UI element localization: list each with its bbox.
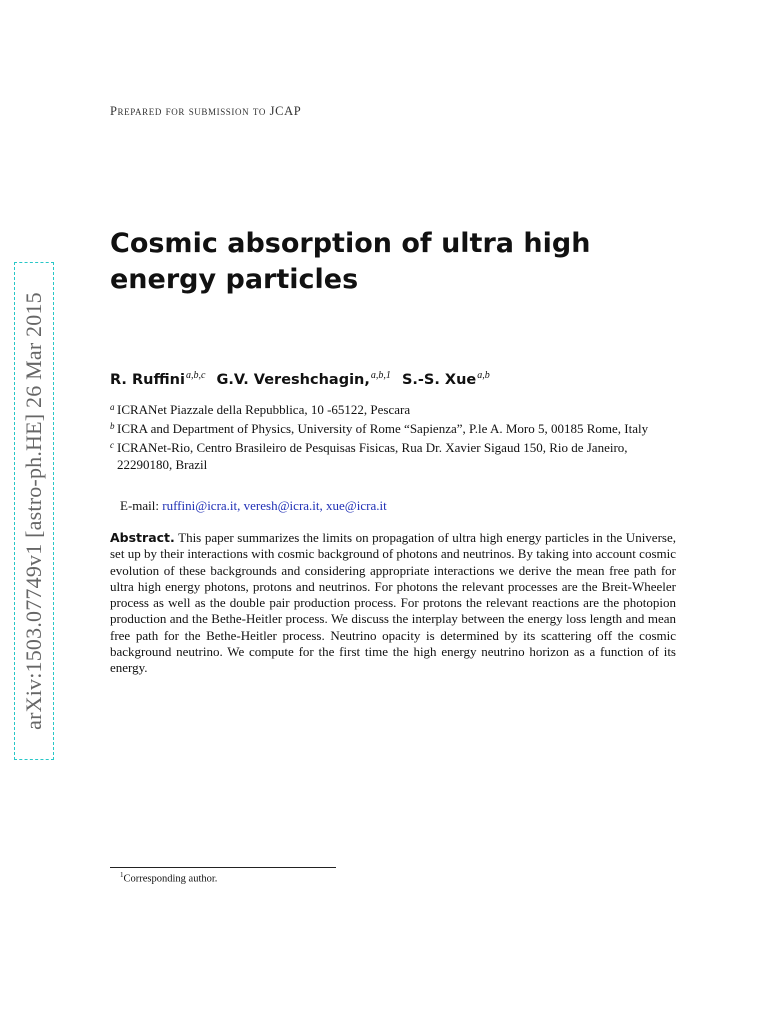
abstract-label: Abstract.: [110, 530, 175, 545]
affiliation-text: ICRANet-Rio, Centro Brasileiro de Pesquisas Fisicas, Rua Dr. Xavier Sigaud 150, Rio de Janeiro, 22290180, Brazil: [117, 440, 628, 472]
footnote: [120, 871, 217, 885]
email-link-veresh[interactable]: veresh@icra.it,: [243, 498, 323, 513]
affiliation-mark: c: [110, 440, 114, 450]
affiliation-item: [110, 420, 680, 437]
affiliation-mark: a: [110, 402, 115, 412]
author-name: G.V. Vereshchagin,: [216, 371, 370, 388]
author-list: [110, 370, 490, 388]
footnote-text: Corresponding author.: [123, 873, 218, 885]
arxiv-identifier: arXiv:1503.07749v1 [astro-ph.HE] 26 Mar 2015: [21, 292, 46, 730]
author-affiliation-marks: a,b,c: [185, 370, 206, 381]
affiliation-item: [110, 439, 680, 473]
affiliation-list: [110, 401, 680, 475]
affiliation-text: ICRA and Department of Physics, University of Rome “Sapienza”, P.le A. Moro 5, 00185 Rome, Italy: [117, 421, 649, 436]
arxiv-stamp: [14, 262, 54, 760]
affiliation-mark: b: [110, 421, 115, 431]
email-line: [120, 498, 387, 514]
affiliation-item: [110, 401, 680, 418]
author-name: S.-S. Xue: [401, 371, 477, 388]
footnote-mark: 1: [120, 871, 124, 879]
abstract: [110, 530, 676, 677]
submission-note: Prepared for submission to JCAP: [110, 104, 302, 118]
author-affiliation-marks: a,b: [477, 370, 490, 381]
email-link-ruffini[interactable]: ruffini@icra.it,: [162, 498, 241, 513]
email-link-xue[interactable]: xue@icra.it: [326, 498, 387, 513]
abstract-text: This paper summarizes the limits on propagation of ultra high energy particles in the Universe, set up by their interactions with cosmic background of photons and neutrinos. By taking into account cosmic evolution of these backgrounds and considering appropriate interactions we derive the mean free path for ultra high energy photons, protons and neutrinos. For photons the relevant processes are the Breit-Wheeler process as well as the double pair production process. For protons the relevant reactions are the photopion production and the Bethe-Heitler process. We discuss the interplay between the energy loss length and mean free path for the Bethe-Heitler process. Neutrino opacity is determined by its scattering off the cosmic background neutrino. We compute for the first time the high energy neutrino horizon as a function of its energy.: [110, 530, 676, 676]
author-affiliation-marks: a,b,1: [370, 370, 391, 381]
author-name: R. Ruffini: [110, 371, 185, 388]
email-label: E-mail:: [120, 498, 159, 513]
paper-title: Cosmic absorption of ultra high energy particles: [110, 228, 591, 295]
affiliation-text: ICRANet Piazzale della Repubblica, 10 -65122, Pescara: [117, 402, 411, 417]
footnote-divider: [110, 867, 336, 868]
